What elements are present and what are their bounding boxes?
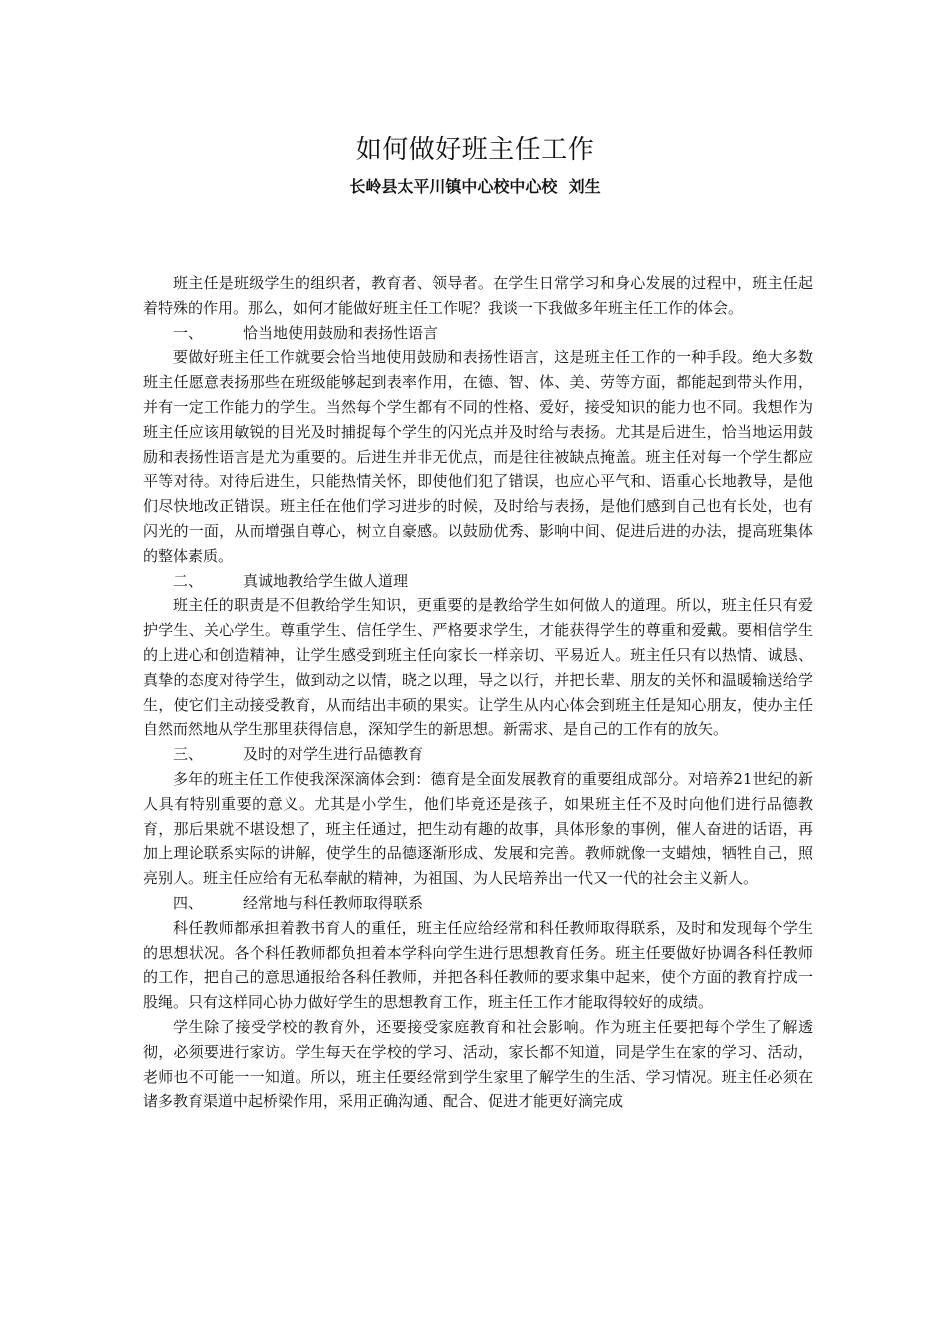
document-body [143,271,813,1114]
section-paragraph: 多年的班主任工作使我深深滴体会到：德育是全面发展教育的重要组成部分。对培养21世纪的新人具有特别重要的意义。尤其是小学生，他们毕竟还是孩子，如果班主任不及时向他们进行品德教育，那后果就不堪设想了，班主任通过，把生动有趣的故事，具体形象的事例，催人奋进的话语，再加上理论联系实际的讲解，使学生的品德逐渐形成、发展和完善。教师就像一支蜡烛，牺牲自己，照亮别人。班主任应给有无私奉献的精神，为祖国、为人民培养出一代又一代的社会主义新人。 [143,769,813,888]
section-paragraph: 要做好班主任工作就要会恰当地使用鼓励和表扬性语言，这是班主任工作的一种手段。绝大多数班主任愿意表扬那些在班级能够起到表率作用，在德、智、体、美、劳等方面，都能起到带头作用，并有一定工作能力的学生。当然每个学生都有不同的性格、爱好，接受知识的能力也不同。我想作为班主任应该用敏锐的目光及时捕捉每个学生的闪光点并及时给与表扬。尤其是后进生，恰当地运用鼓励和表扬性语言是尤为重要的。后进生并非无优点，而是往往被缺点掩盖。班主任对每一个学生都应平等对待。对待后进生，只能热情关怀，即使他们犯了错误，也应心平气和、语重心长地教导，是他们尽快地改正错误。班主任在他们学习进步的时候，及时给与表扬，是他们感到自己也有长处，也有闪光的一面，从而增强自尊心，树立自豪感。以鼓励优秀、影响中间、促进后进的办法，提高班集体的整体素质。 [143,348,813,565]
closing-paragraph: 学生除了接受学校的教育外，还要接受家庭教育和社会影响。作为班主任要把每个学生了解透彻，必须要进行家访。学生每天在学校的学习、活动，家长都不知道，同是学生在家的学习、活动，老师也不可能一一知道。所以，班主任要经常到学生家里了解学生的生活、学习情况。班主任必须在诸多教育渠道中起桥梁作用，采用正确沟通、配合、促进才能更好滴完成 [143,1017,813,1111]
section-heading-text: 恰当地使用鼓励和表扬性语言 [243,323,439,342]
section-number: 三、 [173,745,204,764]
section-heading [143,742,813,767]
document-title: 如何做好班主任工作 [355,135,595,165]
author-line: 长岭县太平川镇中心校中心校 刘生 [349,177,601,196]
section-number: 二、 [173,571,204,590]
section-heading-text: 及时的对学生进行品德教育 [243,745,424,764]
section-heading [143,321,813,346]
section-heading-text: 经常地与科任教师取得联系 [243,893,424,912]
section-number: 四、 [173,893,204,912]
section-paragraph: 班主任的职责是不但教给学生知识，更重要的是教给学生如何做人的道理。所以，班主任只有爱护学生、关心学生。尊重学生、信任学生、严格要求学生，才能获得学生的尊重和爱戴。要相信学生的上进心和创造精神，让学生感受到班主任向家长一样亲切、平易近人。班主任只有以热情、诚恳、真挚的态度对待学生，做到动之以情，晓之以理，导之以行，并把长辈、朋友的关怀和温暖输送给学生，使它们主动接受教育，从而结出丰硕的果实。让学生从内心体会到班主任是知心朋友，使办主任自然而然地从学生那里获得信息，深知学生的新思想。新需求、是自己的工作有的放矢。 [143,596,813,739]
section-heading [143,891,813,916]
intro-paragraph: 班主任是班级学生的组织者，教育者、领导者。在学生日常学习和身心发展的过程中，班主任起着特殊的作用。那么，如何才能做好班主任工作呢？我谈一下我做多年班主任工作的体会。 [143,274,813,317]
section-heading [143,569,813,594]
section-number: 一、 [173,323,204,342]
section-paragraph: 科任教师都承担着教书育人的重任，班主任应给经常和科任教师取得联系，及时和发现每个学生的思想状况。各个科任教师都负担着本学科向学生进行思想教育任务。班主任要做好协调各科任教师的工作，把自己的意思通报给各科任教师，并把各科任教师的要求集中起来，使个方面的教育拧成一股绳。只有这样同心协力做好学生的思想教育工作，班主任工作才能取得较好的成绩。 [143,918,813,1012]
section-heading-text: 真诚地教给学生做人道理 [243,571,409,590]
